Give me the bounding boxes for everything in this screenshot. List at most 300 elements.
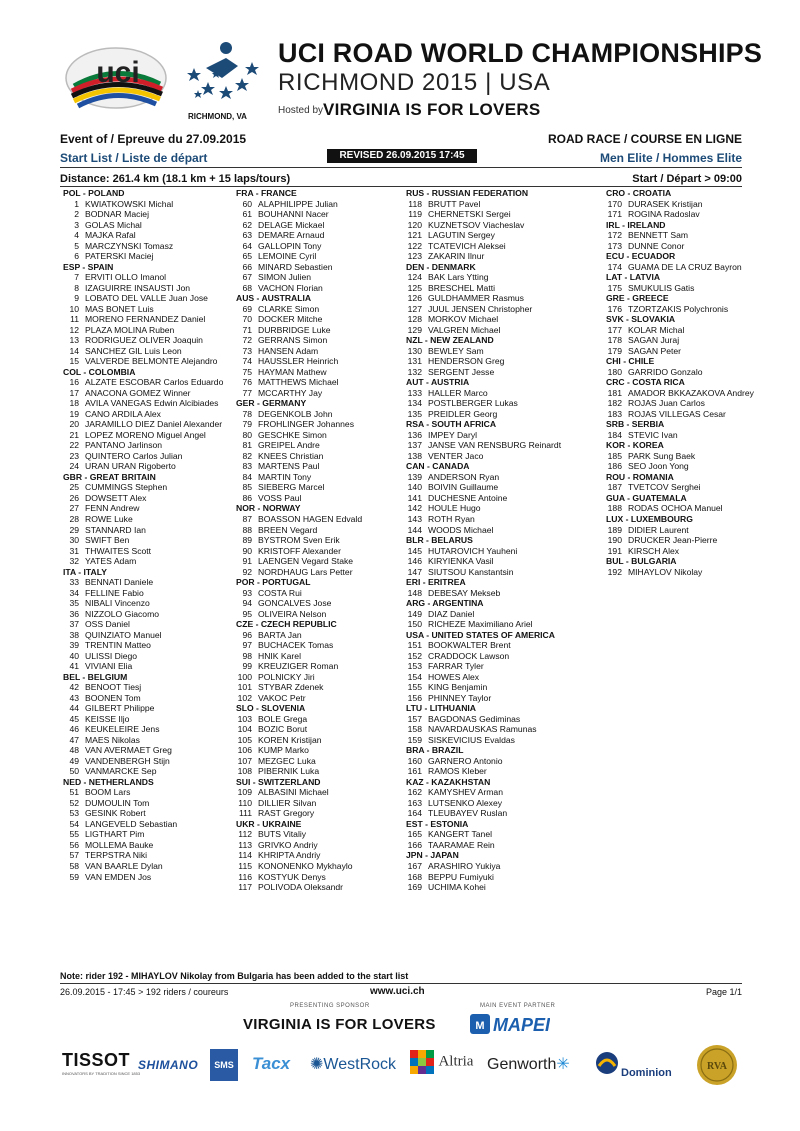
rider-row — [60, 251, 230, 262]
rider-name: ANDERSON Ryan — [428, 471, 500, 482]
rider-name: KANGERT Tanel — [428, 829, 493, 840]
rider-name: BENNETT Sam — [628, 230, 689, 241]
rider-row — [403, 861, 593, 872]
rider-number: 3 — [74, 219, 79, 230]
rider-row — [60, 819, 230, 830]
rider-name: VALGREN Michael — [428, 324, 501, 335]
rider-number: 65 — [242, 251, 252, 262]
rider-name: VIVIANI Elia — [85, 661, 133, 672]
rider-row — [60, 651, 230, 662]
rider-name: MAS BONET Luis — [85, 303, 154, 314]
rider-row — [233, 872, 403, 883]
rider-number: 132 — [407, 366, 422, 377]
rider-row — [60, 619, 230, 630]
rider-row — [403, 619, 593, 630]
rider-number: 138 — [407, 450, 422, 461]
rider-row — [60, 766, 230, 777]
rider-number: 46 — [69, 724, 79, 735]
rider-row — [403, 304, 593, 315]
rider-row — [403, 882, 593, 893]
rider-row — [233, 535, 403, 546]
rider-row — [60, 661, 230, 672]
rider-name: IMPEY Daryl — [428, 429, 478, 440]
rider-name: GONCALVES Jose — [258, 598, 332, 609]
rider-row — [233, 346, 403, 357]
rider-number: 11 — [70, 314, 79, 325]
rider-number: 171 — [607, 209, 622, 220]
rider-name: JARAMILLO DIEZ Daniel Alexander — [85, 419, 223, 430]
rider-number: 54 — [69, 818, 79, 829]
rider-number: 34 — [69, 587, 79, 598]
team-header: CHI - CHILE — [606, 356, 655, 367]
rider-number: 178 — [607, 335, 622, 346]
rider-name: BRESCHEL Matti — [428, 282, 496, 293]
rider-row — [403, 199, 593, 210]
rider-number: 175 — [607, 282, 622, 293]
rider-number: 47 — [69, 734, 79, 745]
team-header: AUS - AUSTRALIA — [236, 293, 312, 304]
rider-row — [60, 735, 230, 746]
rider-row — [60, 493, 230, 504]
rider-number: 23 — [69, 450, 79, 461]
rider-number: 83 — [242, 461, 252, 472]
rider-row — [403, 430, 593, 441]
rider-number: 6 — [74, 251, 79, 262]
rider-number: 97 — [242, 640, 252, 651]
rider-name: MARTIN Tony — [258, 471, 312, 482]
rider-number: 119 — [408, 209, 422, 220]
rider-number: 123 — [407, 251, 422, 262]
rider-row — [233, 745, 403, 756]
rider-row — [60, 588, 230, 599]
rider-row — [60, 419, 230, 430]
rider-row — [603, 482, 763, 493]
rider-number: 67 — [242, 272, 252, 283]
rider-number: 108 — [237, 766, 252, 777]
rider-name: DUMOULIN Tom — [85, 797, 150, 808]
rider-row — [60, 798, 230, 809]
rider-name: STANNARD Ian — [85, 524, 146, 535]
rider-number: 100 — [237, 671, 252, 682]
rider-name: ARASHIRO Yukiya — [428, 861, 501, 871]
rider-number: 82 — [242, 450, 252, 461]
rider-row — [60, 503, 230, 514]
start-list-column-4 — [603, 188, 763, 577]
team-header: EST - ESTONIA — [406, 818, 469, 829]
rider-row — [403, 609, 593, 620]
rider-number: 39 — [69, 640, 79, 651]
svg-text:M: M — [475, 1020, 485, 1032]
rider-name: SWIFT Ben — [85, 535, 130, 546]
rider-number: 92 — [242, 566, 252, 577]
rider-name: GERRANS Simon — [258, 335, 328, 346]
rider-row — [603, 367, 763, 378]
rider-number: 49 — [69, 755, 79, 766]
rider-name: MINARD Sebastien — [258, 261, 333, 272]
rider-number: 76 — [242, 377, 252, 388]
rider-row — [233, 756, 403, 767]
rider-name: KOREN Kristijan — [258, 734, 322, 745]
rider-name: LEMOINE Cyril — [258, 251, 317, 262]
rider-number: 149 — [407, 608, 422, 619]
rider-name: BOUHANNI Nacer — [258, 209, 329, 220]
rider-row — [603, 325, 763, 336]
rider-number: 161 — [407, 766, 422, 777]
rider-row — [60, 787, 230, 798]
rider-number: 4 — [74, 230, 79, 241]
rider-name: DELAGE Mickael — [258, 219, 325, 230]
rider-name: ROJAS VILLEGAS Cesar — [628, 408, 726, 419]
team-header: ERI - ERITREA — [406, 577, 466, 588]
rider-name: GARRIDO Gonzalo — [628, 366, 703, 377]
team-header: ESP - SPAIN — [63, 261, 114, 272]
rider-number: 74 — [242, 356, 252, 367]
rider-row — [233, 514, 403, 525]
team-header: GBR - GREAT BRITAIN — [63, 471, 156, 482]
rider-number: 8 — [74, 282, 79, 293]
rider-name: DILLIER Silvan — [258, 797, 317, 808]
rider-row — [233, 388, 403, 399]
rider-name: CANO ARDILA Alex — [85, 408, 161, 419]
rider-row — [403, 493, 593, 504]
rider-row — [233, 808, 403, 819]
rider-name: VENTER Jaco — [428, 450, 484, 461]
rider-name: MIHAYLOV Nikolay — [628, 566, 703, 577]
rider-number: 151 — [407, 640, 422, 651]
rider-name: TERPSTRA Niki — [85, 850, 148, 861]
team-header: BUL - BULGARIA — [606, 556, 677, 567]
rider-row — [60, 840, 230, 851]
tissot-logo: TISSOT INNOVATORS BY TRADITION SINCE 1853 — [62, 1050, 141, 1076]
rider-number: 164 — [407, 808, 422, 819]
rider-number: 165 — [407, 829, 422, 840]
rider-row — [233, 850, 403, 861]
rider-name: KAMYSHEV Arman — [428, 787, 503, 798]
rider-name: TLEUBAYEV Ruslan — [428, 808, 508, 819]
rider-row — [60, 850, 230, 861]
rider-name: DEMARE Arnaud — [258, 230, 325, 241]
rider-row — [60, 861, 230, 872]
rider-row — [60, 808, 230, 819]
rider-row — [603, 283, 763, 294]
rider-number: 43 — [69, 692, 79, 703]
rider-row — [233, 556, 403, 567]
rider-row — [403, 388, 593, 399]
rider-row — [60, 451, 230, 462]
rider-row — [60, 241, 230, 252]
rider-number: 144 — [407, 524, 422, 535]
rider-row — [233, 430, 403, 441]
rider-number: 121 — [407, 230, 422, 241]
rider-name: CRADDOCK Lawson — [428, 650, 510, 661]
rider-row — [60, 829, 230, 840]
rider-row — [403, 546, 593, 557]
team-header: NZL - NEW ZEALAND — [406, 335, 494, 346]
rider-name: SANCHEZ GIL Luis Leon — [85, 345, 182, 356]
rider-name: MCCARTHY Jay — [258, 387, 323, 398]
divider — [60, 983, 742, 984]
rider-number: 58 — [69, 861, 79, 871]
event-date: Event of / Epreuve du 27.09.2015 — [60, 132, 247, 146]
rider-row — [60, 356, 230, 367]
rider-number: 172 — [607, 230, 622, 241]
rider-number: 157 — [407, 713, 422, 724]
rider-number: 75 — [242, 366, 252, 377]
rider-name: JANSE VAN RENSBURG Reinardt — [428, 440, 562, 451]
page-title: UCI ROAD WORLD CHAMPIONSHIPS — [278, 38, 763, 68]
rider-name: BOOKWALTER Brent — [428, 640, 511, 651]
rider-row — [233, 672, 403, 683]
rider-name: PREIDLER Georg — [428, 408, 498, 419]
rider-number: 129 — [407, 324, 422, 335]
rider-number: 163 — [407, 797, 422, 808]
rider-number: 70 — [242, 314, 252, 325]
rider-name: DOWSETT Alex — [85, 492, 147, 503]
team-header: GER - GERMANY — [236, 398, 307, 409]
rider-number: 80 — [242, 429, 252, 440]
rider-name: BYSTROM Sven Erik — [258, 535, 340, 546]
rider-row — [603, 451, 763, 462]
rider-row — [403, 241, 593, 252]
rider-name: NORDHAUG Lars Petter — [258, 566, 353, 577]
rider-name: HOULE Hugo — [428, 503, 481, 514]
team-header: DEN - DENMARK — [406, 261, 476, 272]
rider-row — [233, 472, 403, 483]
rider-name: BREEN Vegard — [258, 524, 318, 535]
rider-name: GILBERT Philippe — [85, 703, 155, 714]
uci-logo-text: uci — [96, 56, 140, 89]
rider-name: ALAPHILIPPE Julian — [258, 198, 338, 209]
rider-row — [233, 199, 403, 210]
team-header: SVK - SLOVAKIA — [606, 314, 676, 325]
rider-row — [60, 693, 230, 704]
rider-row — [403, 588, 593, 599]
rider-number: 38 — [69, 629, 79, 640]
rider-number: 1 — [74, 198, 79, 209]
rider-row — [60, 609, 230, 620]
rider-number: 176 — [607, 303, 622, 314]
rider-name: DOCKER Mitche — [258, 314, 323, 325]
rider-number: 26 — [69, 492, 79, 503]
rider-name: ANACONA GOMEZ Winner — [85, 387, 191, 398]
rider-number: 62 — [242, 219, 252, 230]
rider-row — [60, 577, 230, 588]
rider-number: 57 — [69, 850, 79, 861]
rider-row — [60, 430, 230, 441]
rider-number: 9 — [74, 293, 79, 304]
start-list-column-2 — [233, 188, 403, 893]
rider-name: RAMOS Kleber — [428, 766, 487, 777]
genworth-burst-icon: ✳ — [556, 1056, 570, 1073]
rider-number: 126 — [407, 293, 422, 304]
rider-row — [60, 314, 230, 325]
rider-row — [233, 220, 403, 231]
rider-name: ROWE Luke — [85, 513, 133, 524]
rider-number: 30 — [69, 535, 79, 546]
rider-row — [60, 872, 230, 883]
rider-row — [403, 503, 593, 514]
team-header: IRL - IRELAND — [606, 219, 666, 230]
rider-number: 95 — [242, 608, 252, 619]
rider-name: KREUZIGER Roman — [258, 661, 339, 672]
rider-number: 29 — [69, 524, 79, 535]
rider-row — [233, 798, 403, 809]
rider-row — [233, 735, 403, 746]
rider-name: ERVITI OLLO Imanol — [85, 272, 167, 283]
rider-row — [233, 482, 403, 493]
rider-number: 35 — [69, 598, 79, 609]
rider-name: THWAITES Scott — [85, 545, 152, 556]
rider-name: DRUCKER Jean-Pierre — [628, 535, 718, 546]
rider-row — [233, 693, 403, 704]
rider-name: COSTA Rui — [258, 587, 302, 598]
rider-name: TZORTZAKIS Polychronis — [628, 303, 729, 314]
rider-name: LANGEVELD Sebastian — [85, 818, 178, 829]
rider-number: 90 — [242, 545, 252, 556]
rider-number: 78 — [242, 408, 252, 419]
rider-number: 94 — [242, 598, 252, 609]
rider-name: PHINNEY Taylor — [428, 692, 492, 703]
rider-name: BOONEN Tom — [85, 692, 141, 703]
rider-name: BEWLEY Sam — [428, 345, 484, 356]
rider-name: MEZGEC Luka — [258, 755, 316, 766]
rider-row — [60, 272, 230, 283]
rider-row — [233, 787, 403, 798]
rider-name: SIEBERG Marcel — [258, 482, 325, 493]
rider-row — [603, 461, 763, 472]
rider-row — [233, 251, 403, 262]
rider-number: 148 — [407, 587, 422, 598]
rider-name: POSTLBERGER Lukas — [428, 398, 518, 409]
rider-number: 184 — [607, 429, 622, 440]
rider-name: LOBATO DEL VALLE Juan Jose — [85, 293, 208, 304]
rider-row — [403, 735, 593, 746]
rider-row — [233, 714, 403, 725]
rider-row — [233, 651, 403, 662]
rider-row — [403, 325, 593, 336]
rider-name: VAN BAARLE Dylan — [85, 861, 163, 871]
rider-row — [233, 493, 403, 504]
rider-number: 117 — [238, 882, 252, 893]
rider-number: 25 — [69, 482, 79, 493]
rider-row — [403, 209, 593, 220]
rider-row — [60, 714, 230, 725]
rider-number: 60 — [242, 198, 252, 209]
rider-row — [403, 829, 593, 840]
rider-name: SIUTSOU Kanstantsin — [428, 566, 514, 577]
rider-number: 63 — [242, 230, 252, 241]
rider-name: OLIVEIRA Nelson — [258, 608, 327, 619]
rider-name: MORENO FERNANDEZ Daniel — [85, 314, 206, 325]
rider-number: 66 — [242, 261, 252, 272]
rider-row — [403, 293, 593, 304]
rider-row — [233, 230, 403, 241]
team-header: RUS - RUSSIAN FEDERATION — [406, 188, 529, 198]
rider-number: 188 — [607, 503, 622, 514]
rider-name: VACHON Florian — [258, 282, 323, 293]
team-header: BEL - BELGIUM — [63, 671, 128, 682]
team-header: NED - NETHERLANDS — [63, 776, 154, 787]
rider-number: 156 — [407, 692, 422, 703]
rider-row — [60, 682, 230, 693]
hosted-by-label: Hosted by — [278, 105, 324, 116]
rider-name: BRUTT Pavel — [428, 198, 481, 209]
rider-row — [403, 220, 593, 231]
race-type: ROAD RACE / COURSE EN LIGNE — [547, 132, 742, 146]
rider-row — [603, 199, 763, 210]
rider-number: 158 — [407, 724, 422, 735]
rider-row — [603, 346, 763, 357]
rider-number: 191 — [607, 545, 622, 556]
rider-name: RODRIGUEZ OLIVER Joaquin — [85, 335, 203, 346]
rider-number: 31 — [69, 545, 79, 556]
start-list-column-3 — [403, 188, 593, 893]
rider-number: 182 — [607, 398, 622, 409]
richmond-cyclist-logo — [186, 38, 262, 120]
rider-number: 10 — [69, 303, 79, 314]
rider-name: RICHEZE Maximiliano Ariel — [428, 619, 533, 630]
uci-website-link[interactable]: www.uci.ch — [370, 986, 425, 997]
team-header: SLO - SLOVENIA — [236, 703, 306, 714]
rider-row — [233, 272, 403, 283]
rider-number: 166 — [407, 839, 422, 850]
team-header: UKR - UKRAINE — [236, 818, 302, 829]
rider-number: 180 — [607, 366, 622, 377]
rider-name: DUNNE Conor — [628, 240, 685, 251]
rider-name: MARCZYNSKI Tomasz — [85, 240, 174, 251]
rider-number: 50 — [69, 766, 79, 777]
rider-row — [60, 377, 230, 388]
rider-number: 189 — [607, 524, 622, 535]
rider-name: LAGUTIN Sergey — [428, 230, 495, 241]
rider-number: 21 — [69, 429, 79, 440]
rider-row — [403, 398, 593, 409]
rider-row — [403, 451, 593, 462]
rider-name: HUTAROVICH Yauheni — [428, 545, 518, 556]
rider-name: KEISSE Iljo — [85, 713, 130, 724]
rider-name: CLARKE Simon — [258, 303, 320, 314]
rider-number: 48 — [69, 745, 79, 756]
rider-row — [403, 356, 593, 367]
rider-name: YATES Adam — [85, 556, 137, 567]
rider-name: JUUL JENSEN Christopher — [428, 303, 533, 314]
rider-number: 190 — [607, 535, 622, 546]
rider-number: 134 — [407, 398, 422, 409]
rider-name: AMADOR BKKAZAKOVA Andrey — [628, 387, 754, 398]
host-logo: VIRGINIA IS FOR LOVERS — [323, 100, 541, 119]
team-header: ARG - ARGENTINA — [406, 598, 484, 609]
rider-number: 105 — [237, 734, 252, 745]
rider-number: 152 — [407, 650, 422, 661]
rider-row — [233, 829, 403, 840]
rider-number: 69 — [242, 303, 252, 314]
rider-number: 37 — [69, 619, 79, 630]
rider-name: GALLOPIN Tony — [258, 240, 322, 251]
distance-info: Distance: 261.4 km (18.1 km + 15 laps/tours) — [60, 173, 291, 185]
rider-row — [403, 251, 593, 262]
rider-number: 24 — [69, 461, 79, 472]
rider-name: ULISSI Diego — [85, 650, 138, 661]
rider-row — [60, 535, 230, 546]
team-header: KAZ - KAZAKHSTAN — [406, 776, 491, 787]
team-header: AUT - AUSTRIA — [406, 377, 470, 388]
rider-name: NAVARDAUSKAS Ramunas — [428, 724, 537, 735]
rider-number: 169 — [407, 882, 422, 893]
rider-name: PARK Sung Baek — [628, 450, 696, 461]
rider-row — [403, 798, 593, 809]
rider-name: BENOOT Tiesj — [85, 682, 142, 693]
rider-number: 16 — [69, 377, 79, 388]
